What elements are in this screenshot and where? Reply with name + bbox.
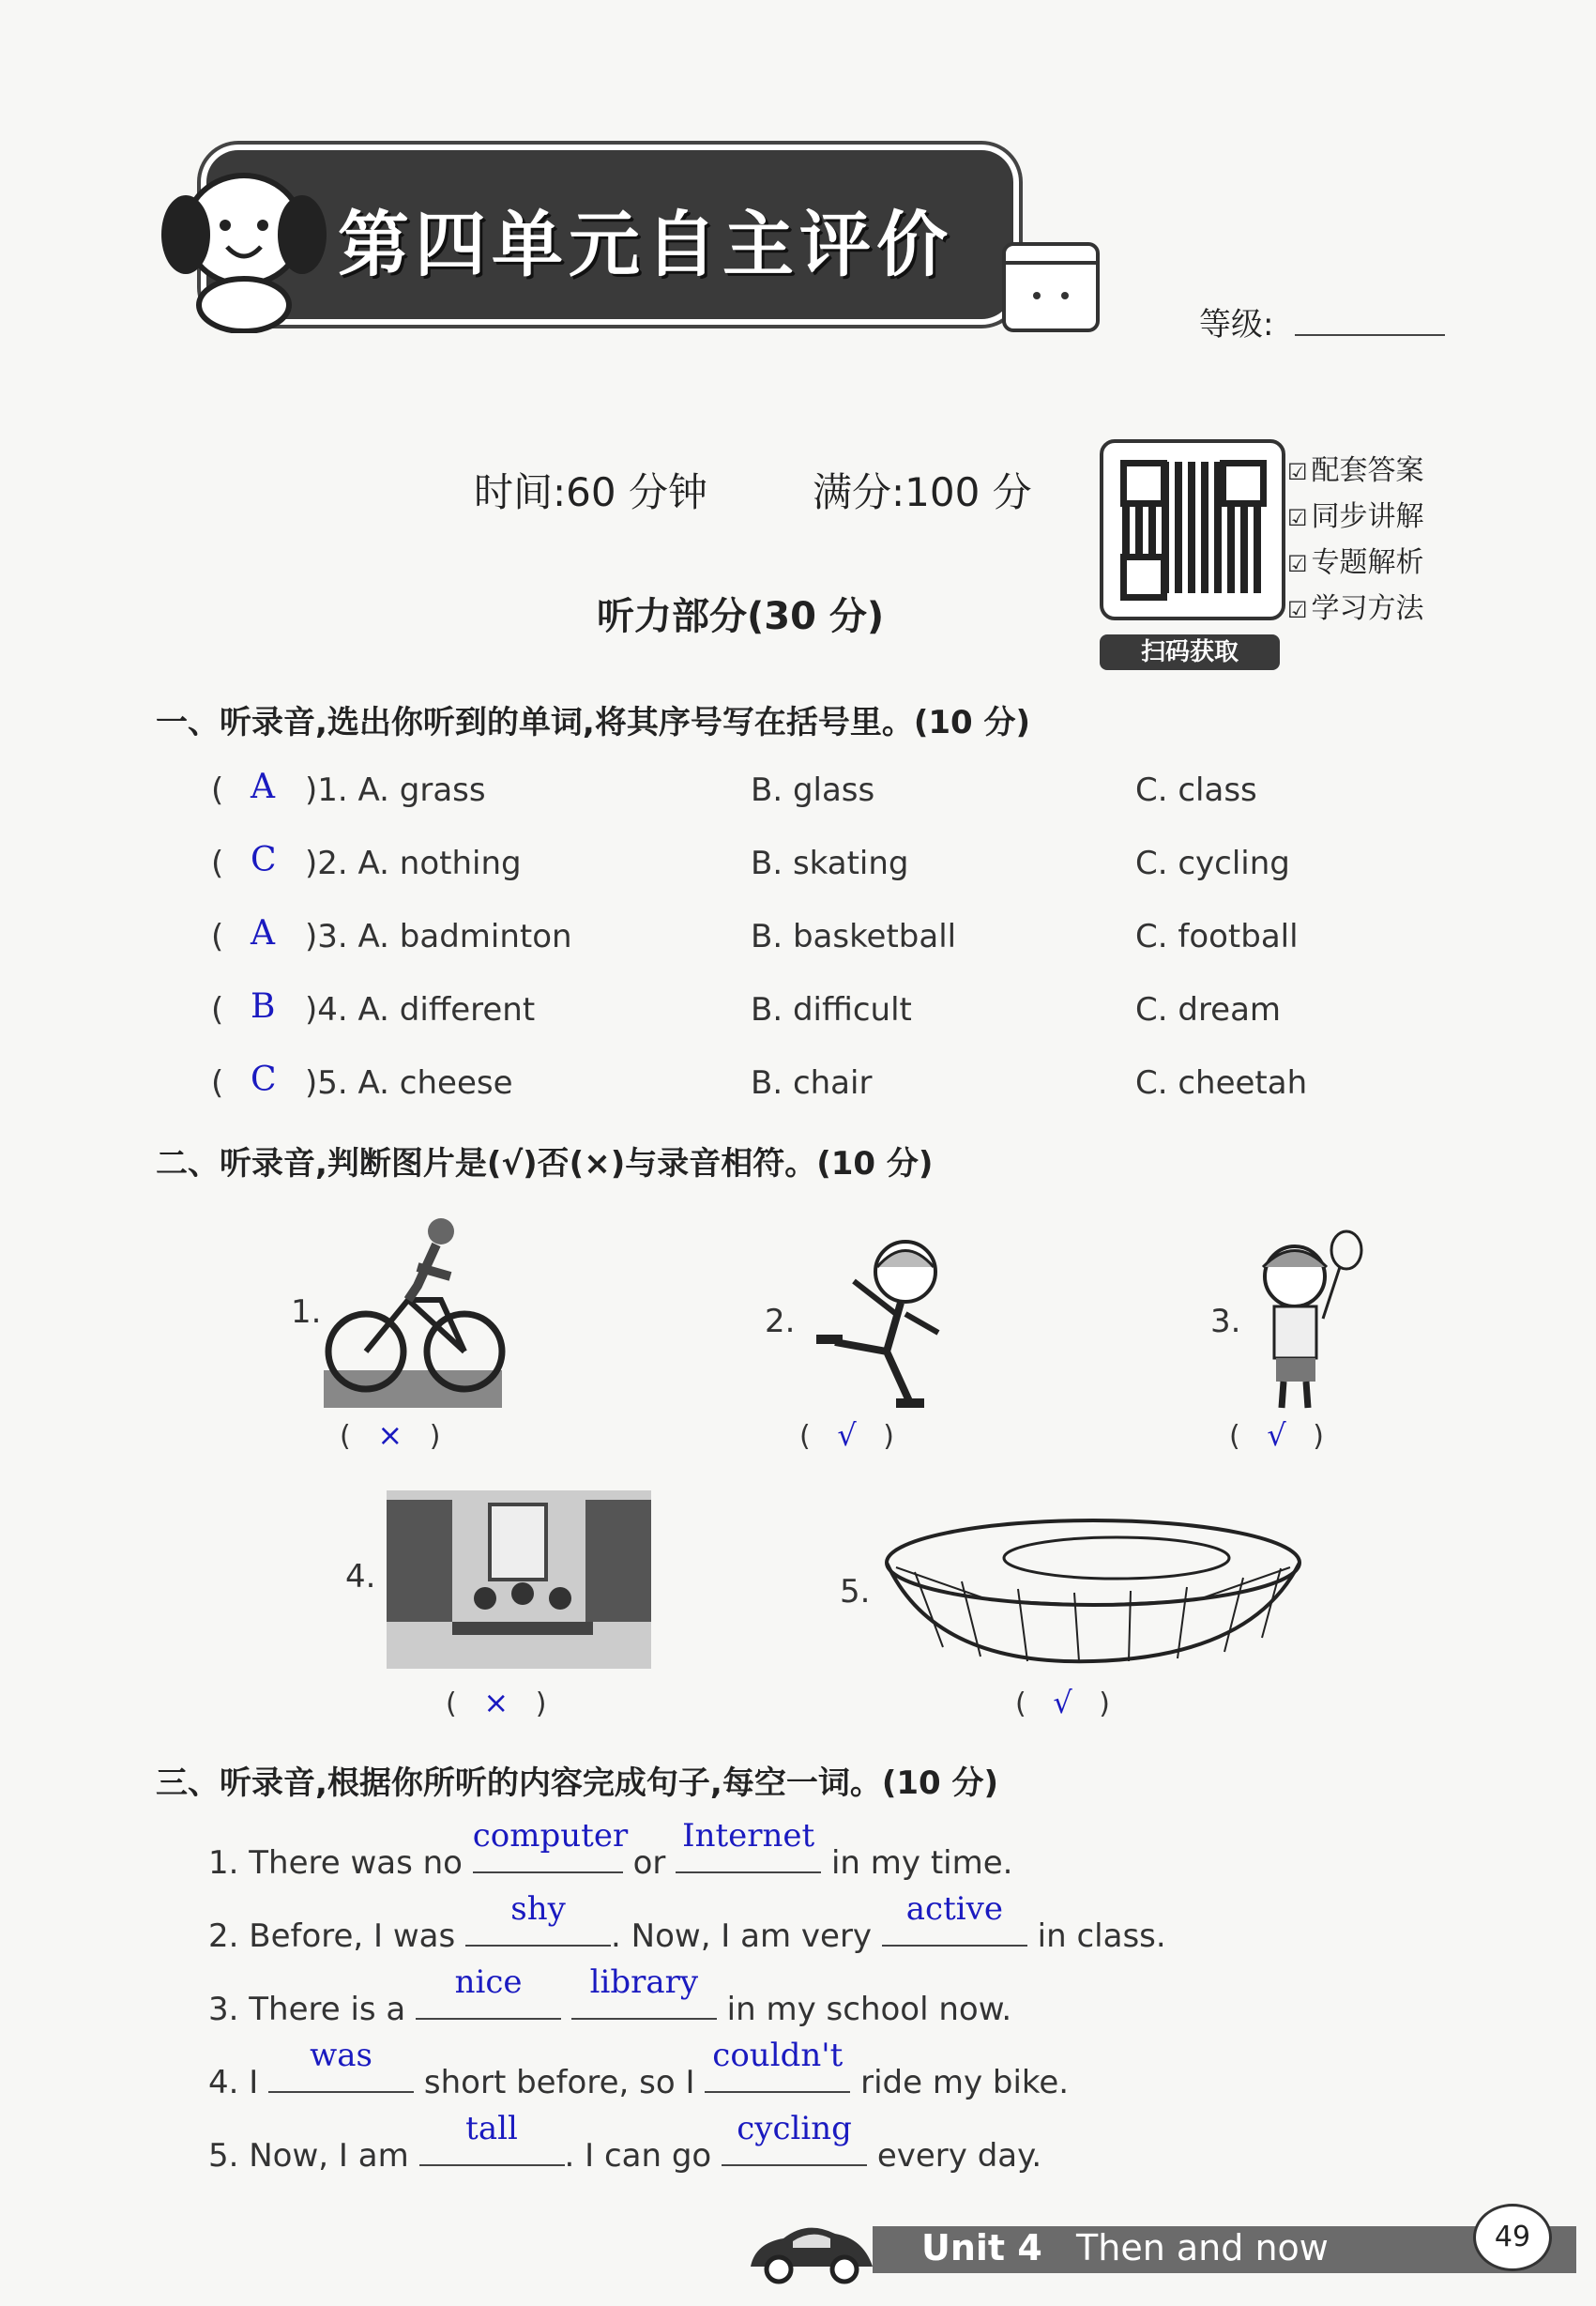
sentence-row: 1. There was no computer or Internet in my time.	[208, 1817, 1013, 1882]
picture-number: 1.	[291, 1293, 322, 1331]
qr-feature-item: ☑ 专题解析	[1287, 546, 1424, 579]
judge-blank[interactable]: ( √ )	[799, 1417, 895, 1453]
picture-number: 4.	[345, 1558, 376, 1596]
fill-blank[interactable]: computer	[473, 1830, 623, 1873]
workbook-page: 第四单元自主评价 等级: 时间:60 分钟 满分:100 分 扫码获取 ☑ 配套答案 ☑ 同步讲解 ☑ 专题解析 ☑ 学习方法 听力部分(30 分) 一、听录音,选出你听到的单词,将其序号写在括号里。(10 分) ( A )1. A. grass B. glass C. class ( C )2. A. nothing B. skating C. cycling ( A )3. A. badminton B. basketball C. football ( B )4. A. different B. difficult C. dream ( C )5. A. cheese B. chair C. cheetah 二、听录音,判断图片是(√)否(×)与录音相符。(10 分) 1. ( × ) 2. ( √ ) 3. ( √ ) 4. ( × ) 5. ( √ ) 三、听录音,根据你所听的内容完成句子,每空一词。(10 分) 1. There was no computer or Internet in my time. 2. Before, I was shy . Now, I am very active in class. 3. There is a nice library in my school now. 4. I was short before, so I couldn't ride my bike. 5. Now, I am tall . I can go cycling every day. Unit 4 Then and now 49	[0, 0, 1596, 2306]
check-icon: ☑	[1287, 459, 1308, 485]
fill-blank[interactable]: active	[882, 1903, 1027, 1947]
sentence-row: 5. Now, I am tall . I can go cycling every day.	[208, 2110, 1042, 2175]
time-limit: 时间:60 分钟	[474, 469, 707, 515]
picture-number: 5.	[840, 1573, 871, 1611]
sentence-row: 2. Before, I was shy . Now, I am very active in class.	[208, 1890, 1166, 1955]
judge-blank[interactable]: ( × )	[340, 1417, 441, 1453]
fill-blank[interactable]: couldn't	[705, 2050, 850, 2093]
answer-blank[interactable]: A	[251, 768, 275, 806]
badminton-kid-picture	[1248, 1229, 1370, 1413]
judge-blank[interactable]: ( √ )	[1015, 1685, 1111, 1720]
calendar-icon	[995, 235, 1107, 338]
judge-blank[interactable]: ( × )	[446, 1685, 547, 1720]
page-number: 49	[1473, 2204, 1552, 2271]
qr-feature-item: ☑ 配套答案	[1287, 454, 1424, 487]
scan-button[interactable]: 扫码获取	[1100, 634, 1280, 670]
footer-unit: Unit 4 Then and now	[921, 2227, 1329, 2268]
answer-blank[interactable]: C	[251, 1061, 277, 1099]
listening-section-title: 听力部分(30 分)	[597, 595, 885, 638]
full-score: 满分:100 分	[813, 469, 1032, 515]
grade-label: 等级:	[1199, 306, 1274, 344]
qr-code[interactable]	[1100, 439, 1285, 620]
check-icon: ☑	[1287, 551, 1308, 577]
picture-number: 3.	[1210, 1303, 1241, 1340]
picture-number: 2.	[765, 1303, 796, 1340]
fill-blank[interactable]: shy	[465, 1903, 611, 1947]
grade-blank[interactable]	[1295, 334, 1445, 336]
qr-feature-list	[1287, 449, 1424, 633]
car-icon	[741, 2215, 882, 2285]
answer-blank[interactable]: C	[251, 841, 277, 879]
part1-heading: 一、听录音,选出你听到的单词,将其序号写在括号里。(10 分)	[156, 704, 1031, 741]
sentence-row: 4. I was short before, so I couldn't ride my bike.	[208, 2037, 1070, 2101]
fill-blank[interactable]: was	[268, 2050, 414, 2093]
answer-blank[interactable]: A	[251, 914, 275, 953]
stadium-picture	[877, 1506, 1309, 1671]
qr-feature-item: ☑ 学习方法	[1287, 592, 1424, 625]
fill-blank[interactable]: library	[571, 1977, 717, 2020]
check-icon: ☑	[1287, 505, 1308, 531]
answer-blank[interactable]: B	[251, 987, 276, 1026]
page-title: 第四单元自主评价	[338, 203, 953, 286]
fill-blank[interactable]: cycling	[722, 2123, 867, 2166]
dog-icon	[150, 155, 338, 333]
skater-picture	[798, 1229, 957, 1413]
judge-blank[interactable]: ( √ )	[1229, 1417, 1325, 1453]
fill-blank[interactable]: Internet	[676, 1830, 821, 1873]
part2-heading: 二、听录音,判断图片是(√)否(×)与录音相符。(10 分)	[156, 1145, 934, 1183]
sentence-row: 3. There is a nice library in my school now.	[208, 1963, 1012, 2028]
part3-heading: 三、听录音,根据你所听的内容完成句子,每空一词。(10 分)	[156, 1764, 999, 1802]
qr-feature-item: ☑ 同步讲解	[1287, 500, 1424, 533]
fill-blank[interactable]: nice	[416, 1977, 561, 2020]
library-picture	[387, 1490, 651, 1669]
check-icon: ☑	[1287, 597, 1308, 623]
fill-blank[interactable]: tall	[419, 2123, 565, 2166]
cyclist-picture	[324, 1211, 511, 1413]
